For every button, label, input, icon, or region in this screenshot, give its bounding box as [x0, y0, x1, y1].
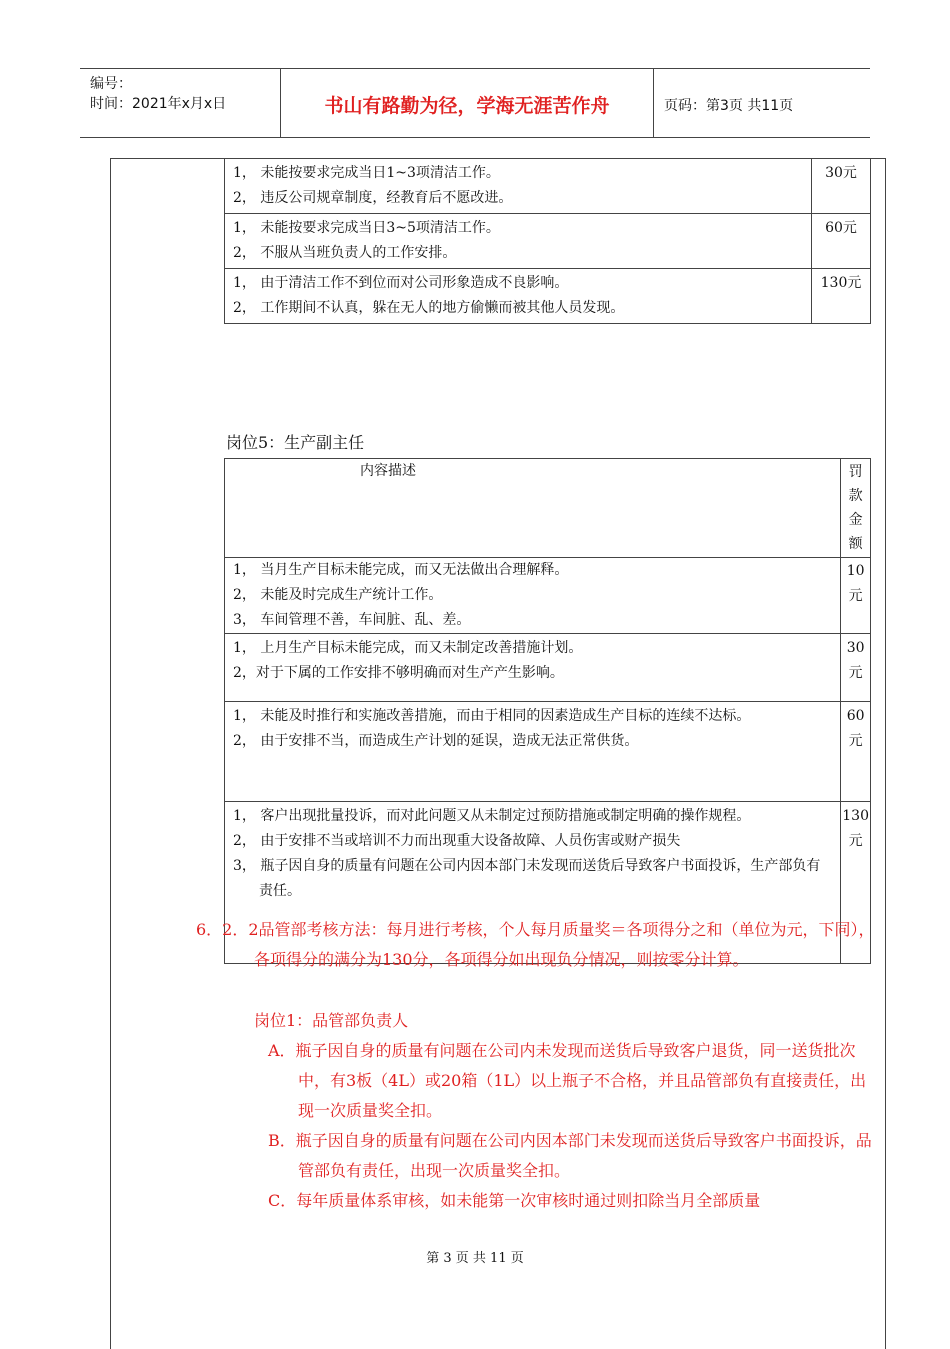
page-info: 页码：第3页 共11页 — [664, 98, 794, 114]
desc-cell — [225, 558, 841, 634]
desc-line: 2， 违反公司规章制度，经教育后不愿改进。 — [233, 190, 513, 206]
position1-title: 岗位1：品管部负责人 — [254, 1011, 409, 1030]
desc-cell — [225, 214, 812, 269]
table-header-row — [225, 459, 871, 558]
desc-cell — [225, 634, 841, 702]
header-page-cell — [654, 69, 870, 137]
desc-line: 2， 工作期间不认真，躲在无人的地方偷懒而被其他人员发现。 — [233, 300, 625, 316]
desc-line: 2， 由于安排不当，而造成生产计划的延误，造成无法正常供货。 — [233, 733, 639, 749]
desc-line: 1， 未能按要求完成当日1~3项清洁工作。 — [233, 165, 500, 181]
position5-title: 岗位5：生产副主任 — [226, 433, 365, 452]
page-footer: 第 3 页 共 11 页 — [426, 1251, 524, 1266]
table-row — [225, 269, 871, 324]
col-desc-header: 内容描述 — [225, 459, 841, 558]
page-header — [80, 68, 870, 138]
table-row — [225, 702, 871, 802]
item-a: A．瓶子因自身的质量有问题在公司内未发现而送货后导致客户退货，同一送货批次中，有3板（4L）或20箱（1L）以上瓶子不合格，并且品管部负有直接责任，出现一次质量奖全扣。 — [268, 1041, 867, 1120]
desc-line: 2， 未能及时完成生产统计工作。 — [233, 587, 443, 603]
motto: 书山有路勤为径，学海无涯苦作舟 — [324, 95, 610, 117]
amount-cell: 30元 — [841, 634, 871, 702]
amount-cell: 60元 — [812, 214, 871, 269]
penalty-table-continued — [224, 158, 871, 324]
desc-line: 1， 客户出现批量投诉，而对此问题又从未制定过预防措施或制定明确的操作规程。 — [233, 808, 751, 824]
table-row — [225, 159, 871, 214]
desc-cell — [225, 702, 841, 802]
amount-cell: 60元 — [841, 702, 871, 802]
amount-cell: 10元 — [841, 558, 871, 634]
amount-cell: 130元 — [812, 269, 871, 324]
desc-line: 2，对于下属的工作安排不够明确而对生产产生影响。 — [233, 665, 564, 681]
table-row — [225, 214, 871, 269]
position5-table — [224, 458, 871, 964]
amount-cell: 130元 — [841, 802, 871, 964]
desc-line: 1， 由于清洁工作不到位而对公司形象造成不良影响。 — [233, 275, 569, 291]
desc-line: 2， 由于安排不当或培训不力而出现重大设备故障、人员伤害或财产损失 — [233, 833, 681, 849]
section-heading: 6．2．2品管部考核方法：每月进行考核，个人每月质量奖＝各项得分之和（单位为元，下同），各项得分的满分为130分，各项得分如出现负分情况，则按零分计算。 — [196, 920, 875, 969]
time-label: 时间：2021年x月x日 — [90, 96, 227, 112]
table-row — [225, 558, 871, 634]
table-row — [225, 634, 871, 702]
desc-line: 3， 车间管理不善，车间脏、乱、差。 — [233, 612, 471, 628]
desc-cell — [225, 269, 812, 324]
item-b: B．瓶子因自身的质量有问题在公司内因本部门未发现而送货后导致客户书面投诉，品管部负有责任，出现一次质量奖全扣。 — [268, 1131, 872, 1180]
desc-line: 1， 未能按要求完成当日3~5项清洁工作。 — [233, 220, 500, 236]
desc-line: 1， 当月生产目标未能完成，而又无法做出合理解释。 — [233, 562, 569, 578]
number-label: 编号： — [90, 76, 132, 92]
desc-line: 2， 不服从当班负责人的工作安排。 — [233, 245, 457, 261]
amount-cell: 30元 — [812, 159, 871, 214]
desc-line: 3， 瓶子因自身的质量有问题在公司内因本部门未发现而送货后导致客户书面投诉，生产部负有责任。 — [233, 858, 821, 899]
col-amount-header: 罚款金额 — [841, 459, 871, 558]
desc-line: 1， 上月生产目标未能完成，而又未制定改善措施计划。 — [233, 640, 583, 656]
header-meta-cell — [80, 69, 281, 137]
desc-line: 1， 未能及时推行和实施改善措施，而由于相同的因素造成生产目标的连续不达标。 — [233, 708, 751, 724]
desc-cell — [225, 159, 812, 214]
item-c: C．每年质量体系审核，如未能第一次审核时通过则扣除当月全部质量 — [268, 1191, 761, 1210]
header-motto-cell — [281, 69, 654, 137]
